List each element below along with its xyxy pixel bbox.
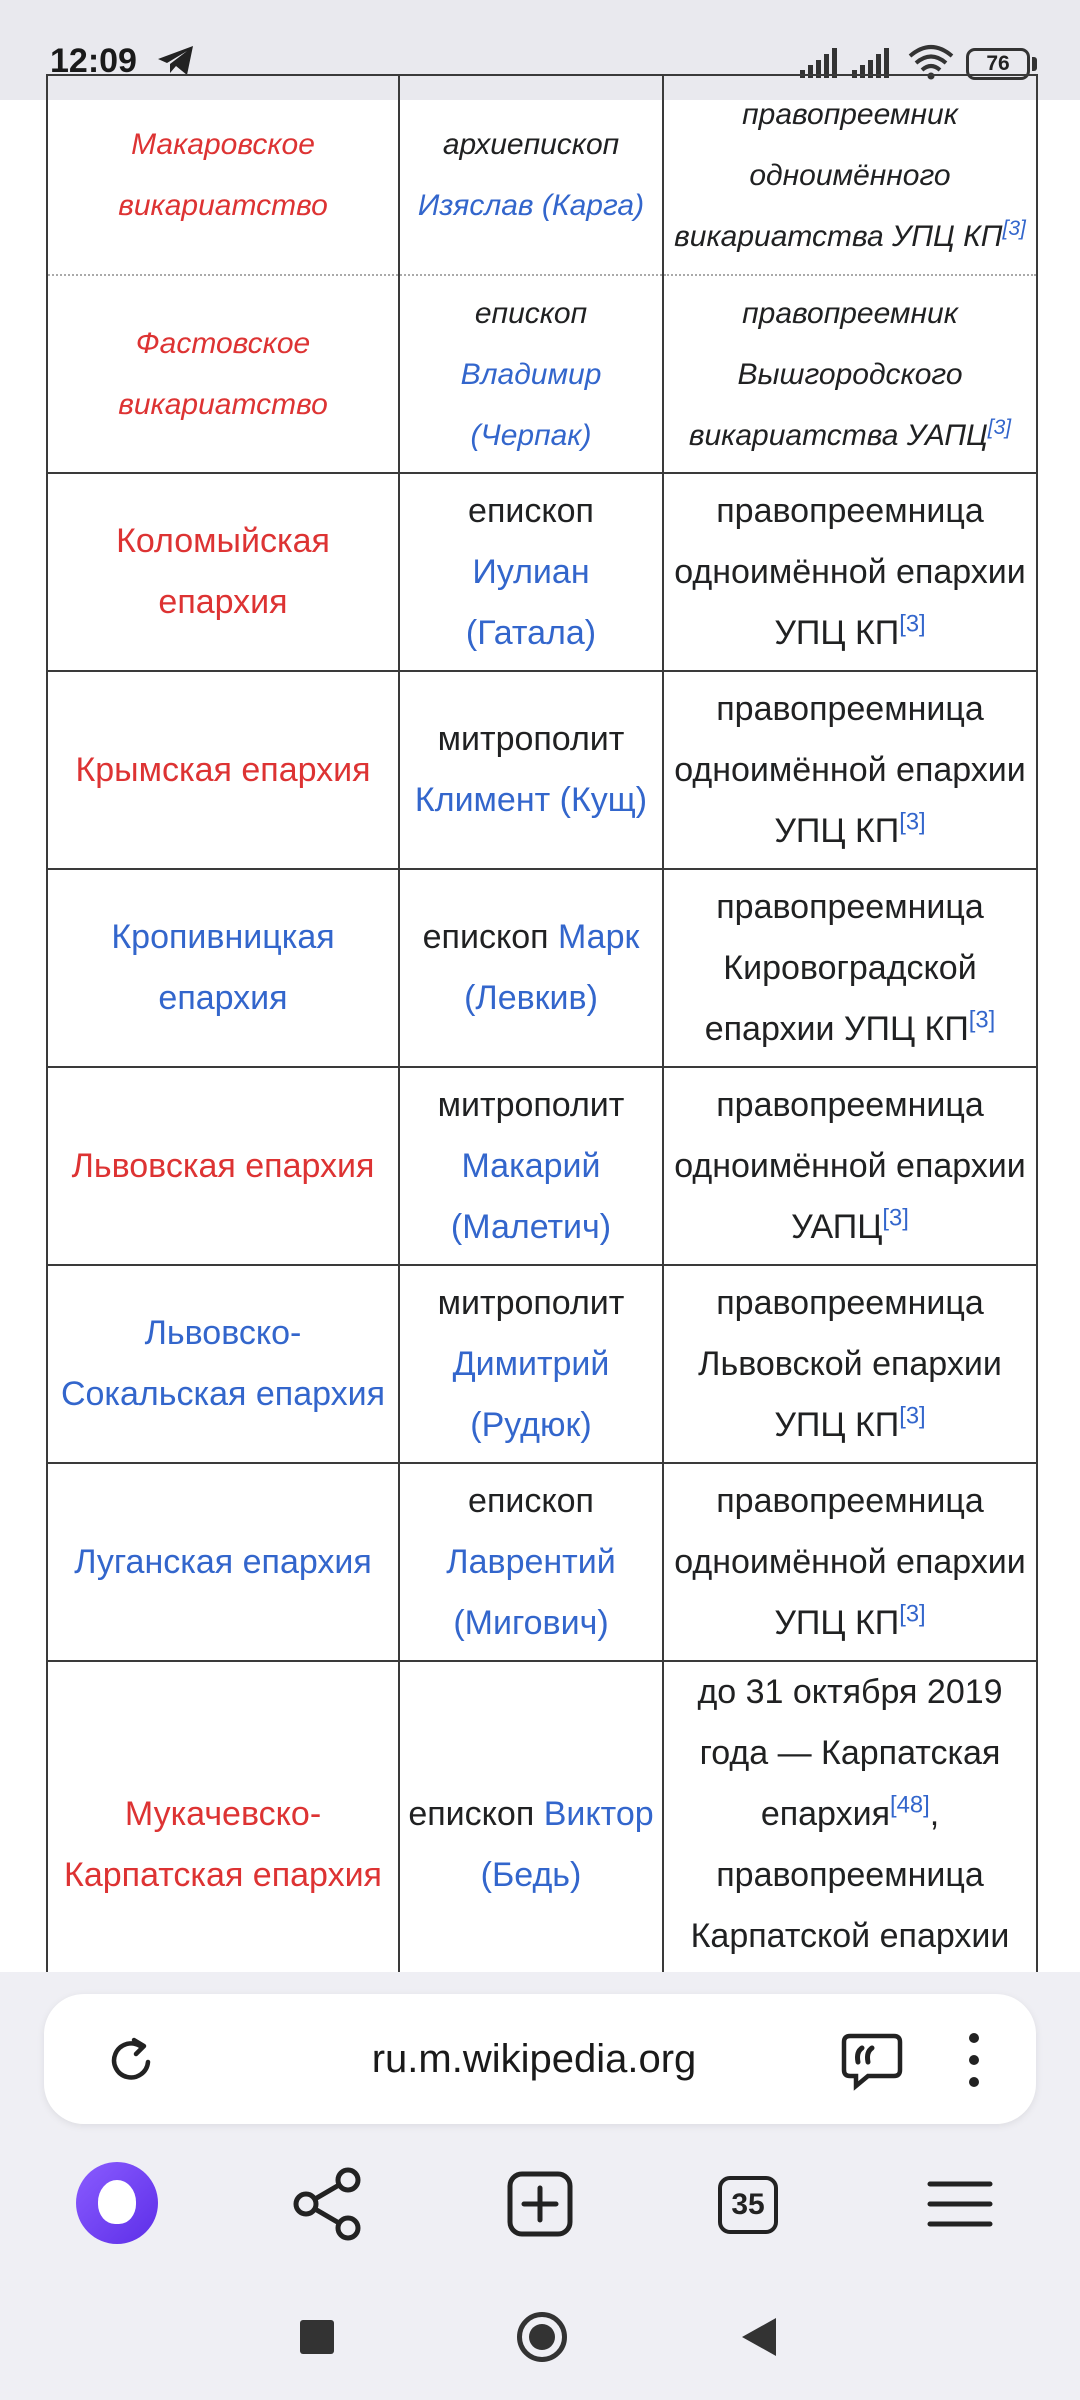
battery-tip [1032,57,1037,71]
bishop-link[interactable]: Марк (Левкив) [464,918,640,1017]
table-row [47,1067,1037,1265]
page-content[interactable] [0,97,1080,1972]
diocese-link[interactable]: Фастовское викариатство [118,327,328,421]
table-row [47,75,1037,275]
reference-link[interactable]: [3] [899,808,926,836]
bishop-cell [399,1265,663,1463]
diocese-cell [47,1463,399,1661]
home-button[interactable] [517,2312,567,2362]
diocese-cell [47,75,399,275]
back-button[interactable] [742,2318,776,2356]
bishop-title: епископ [408,1795,535,1833]
diocese-link[interactable]: Коломыйская епархия [116,522,330,621]
reference-link[interactable]: [3] [899,610,926,638]
note-text: до 31 октября 2019 года — Карпатская епархия [697,1673,1003,1833]
diocese-cell [47,275,399,473]
alice-icon[interactable] [76,2162,158,2244]
battery-icon: 76 [966,48,1030,80]
note-cell [663,1067,1037,1265]
note-text: правопреемник одноимённого викариатства УПЦ КП [674,97,1003,253]
diocese-link[interactable]: Луганская епархия [74,1542,372,1581]
note-cell [663,473,1037,671]
bishop-link[interactable]: Виктор (Бедь) [480,1795,654,1894]
bishop-link[interactable]: Лаврентий (Мигович) [446,1542,616,1642]
bishop-title: епископ [468,1481,594,1520]
table-row [47,473,1037,671]
reference-link[interactable]: [3] [882,1204,909,1232]
bishop-title: епископ [474,296,588,330]
note-cell [663,75,1037,275]
recents-button[interactable] [300,2320,334,2354]
bishop-cell [399,869,663,1067]
status-time: 12:09 [50,42,137,80]
diocese-cell [47,671,399,869]
note-text: правопреемница одноимённой епархии УПЦ КП [674,1481,1026,1642]
bishop-cell [399,1463,663,1661]
note-text: правопреемница Кировоградской епархии УПЦ КП [704,887,984,1048]
table-row [47,1463,1037,1661]
note-cell [663,1265,1037,1463]
reference-link[interactable]: [3] [899,1402,926,1430]
browser-toolbar [0,1972,1080,2272]
note-cell [663,671,1037,869]
diocese-link[interactable]: Мукачевско-Карпатская епархия [64,1795,382,1894]
bishop-cell [399,275,663,473]
reference-link[interactable]: [48] [890,1791,930,1819]
menu-icon[interactable] [918,2162,1002,2246]
note-cell [663,275,1037,473]
note-text: правопреемница одноимённой епархии УАПЦ [674,1085,1026,1246]
table-row [47,671,1037,869]
bishop-link[interactable]: Владимир (Черпак) [460,357,602,452]
diocese-cell [47,1265,399,1463]
quote-icon[interactable] [842,2032,902,2088]
note-text: правопреемница одноимённой епархии УПЦ КП [674,689,1026,850]
bishop-cell [399,473,663,671]
bishop-title: митрополит [437,1085,625,1124]
bishop-title: епископ [468,491,594,530]
bishop-title: архиепископ [442,128,620,161]
reference-link[interactable]: [3] [899,1600,926,1628]
system-nav-bar [0,2272,1080,2400]
bishop-cell [399,1067,663,1265]
note-text: правопреемник Вышгородского викариатства УАПЦ [688,296,988,452]
more-icon[interactable] [966,2032,982,2088]
bishop-cell [399,671,663,869]
new-tab-icon[interactable] [498,2162,582,2246]
table-row [47,275,1037,473]
diocese-link[interactable]: Львовская епархия [71,1146,375,1185]
url-text[interactable]: ru.m.wikipedia.org [371,2037,697,2081]
diocese-cell [47,1067,399,1265]
bishop-title: епископ [422,918,549,956]
bishop-link[interactable]: Изяслав (Карга) [417,189,645,222]
reference-link[interactable]: [3] [1002,216,1026,240]
dioceses-table [46,74,1038,2030]
table-row [47,1265,1037,1463]
diocese-link[interactable]: Львовско-Сокальская епархия [60,1314,386,1413]
table-row [47,869,1037,1067]
bishop-title: митрополит [437,1283,625,1322]
diocese-link[interactable]: Кропивницкая епархия [111,918,335,1017]
bishop-cell [399,75,663,275]
bishop-link[interactable]: Димитрий (Рудюк) [452,1344,610,1444]
bishop-link[interactable]: Макарий (Малетич) [450,1146,612,1246]
diocese-cell [47,869,399,1067]
note-text-continued: , правопреемница Карпатской епархии [690,1795,1010,1955]
reload-icon[interactable] [104,2032,160,2088]
bishop-link[interactable]: Иулиан (Гатала) [465,552,597,652]
reference-link[interactable]: [3] [987,415,1012,439]
tabs-icon[interactable]: 35 [718,2176,778,2234]
bishop-link[interactable]: Климент (Кущ) [414,781,648,819]
diocese-link[interactable]: Макаровское викариатство [118,128,328,222]
note-text: правопреемница одноимённой епархии УПЦ КП [674,491,1026,652]
note-cell [663,1463,1037,1661]
diocese-link[interactable]: Крымская епархия [75,750,371,789]
reference-link[interactable]: [3] [968,1006,996,1034]
diocese-cell [47,473,399,671]
note-text: правопреемница Львовской епархии УПЦ КП [698,1283,1002,1444]
telegram-icon [156,44,196,78]
note-cell [663,869,1037,1067]
address-bar[interactable] [44,1994,1036,2124]
bishop-title: митрополит [437,720,625,758]
share-icon[interactable] [286,2162,370,2246]
